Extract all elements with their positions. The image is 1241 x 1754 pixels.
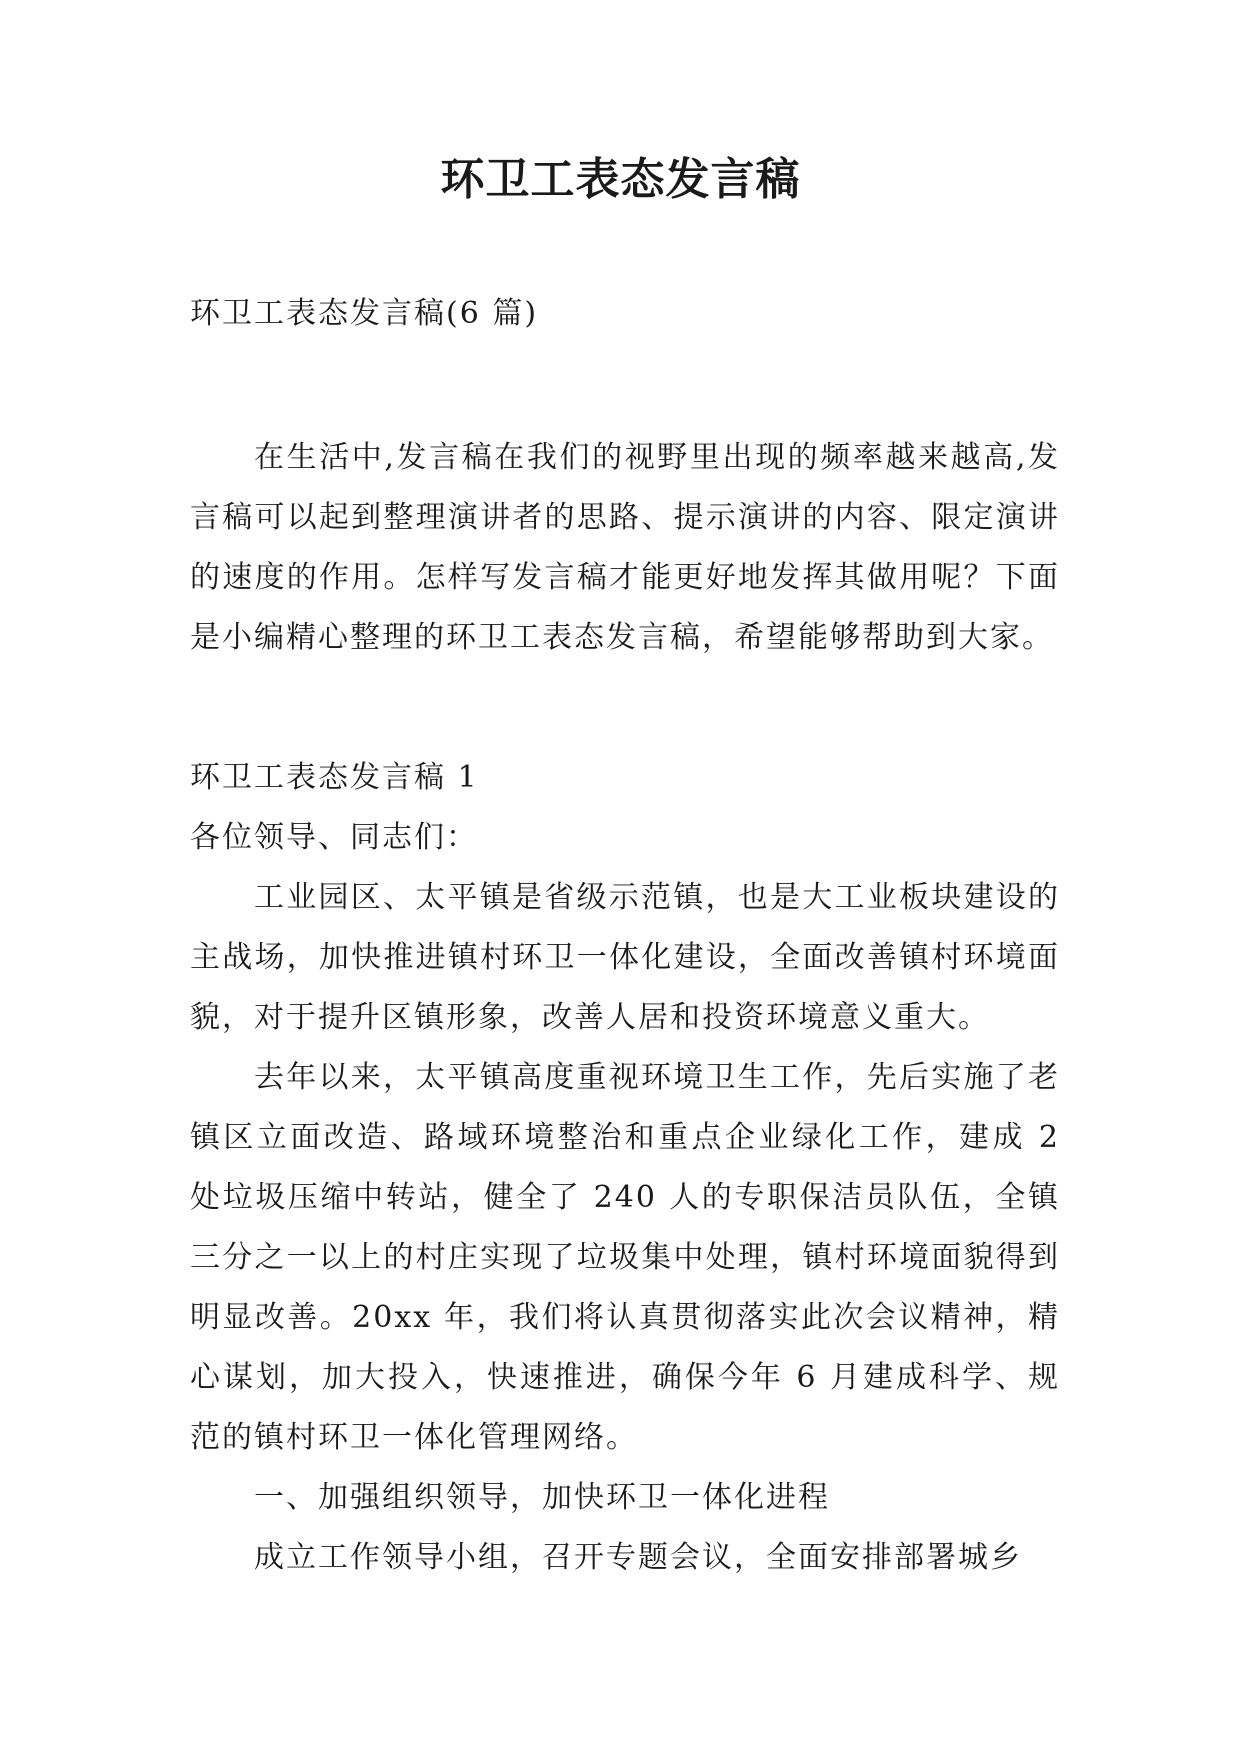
- document-subtitle: 环卫工表态发言稿(6 篇): [190, 296, 539, 331]
- spacer: [190, 668, 1060, 728]
- body-paragraph: 成立工作领导小组，召开专题会议，全面安排部署城乡: [254, 1540, 1022, 1575]
- salutation: 各位领导、同志们：: [190, 820, 478, 855]
- body-paragraph: 工业园区、太平镇是省级示范镇，也是大工业板块建设的主战场，加快推进镇村环卫一体化建设，全面改善镇村环境面貌，对于提升区镇形象，改善人居和投资环境意义重大。: [190, 880, 1060, 1035]
- intro-paragraph: 在生活中,发言稿在我们的视野里出现的频率越来越高,发言稿可以起到整理演讲者的思路、提示演讲的内容、限定演讲的速度的作用。怎样写发言稿才能更好地发挥其做用呢？下面是小编精心整理的环卫工表态发言稿，希望能够帮助到大家。: [190, 440, 1060, 655]
- document-body: [190, 284, 1060, 1588]
- body-paragraph: 去年以来，太平镇高度重视环境卫生工作，先后实施了老镇区立面改造、路域环境整治和重点企业绿化工作，建成 2 处垃圾压缩中转站，健全了 240 人的专职保洁员队伍，全镇三分之一以上的村庄实现了垃圾集中处理，镇村环境面貌得到明显改善。20xx 年，我们将认真贯彻落实此次会议精神，精心谋划，加大投入，快速推进，确保今年 6 月建成科学、规范的镇村环卫一体化管理网络。: [190, 1060, 1060, 1455]
- spacer: [190, 344, 1060, 404]
- section-heading: 环卫工表态发言稿 1: [190, 760, 479, 795]
- section-subheading: 一、加强组织领导，加快环卫一体化进程: [254, 1480, 830, 1515]
- document-title: 环卫工表态发言稿: [440, 154, 801, 205]
